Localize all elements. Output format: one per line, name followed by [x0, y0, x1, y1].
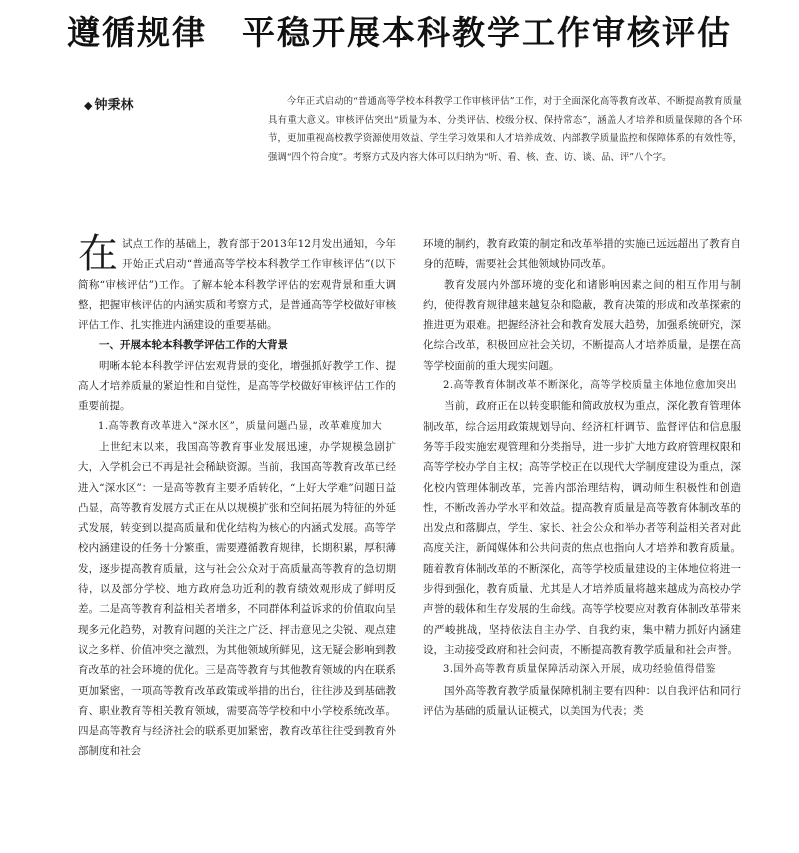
drop-cap: 在 [78, 231, 118, 277]
abstract: 今年正式启动的“普通高等学校本科教学工作审核评估”工作，对于全面深化高等教育改革、不断提高教育质量具有重大意义。审核评估突出“质量为本、分类评估、校级分权、保持常态”，涵盖人才培养和质量保障的各个环节，更加重视高校教学资源使用效益、学生学习效果和人才培养成效、内部教学质量监控和保障体系的有效性等，强调“四个符合度”。考察方式及内容大体可以归纳为“听、看、核、查、访、谈、品、评”八个字。 [268, 96, 742, 163]
body-paragraph: 上世纪末以来，我国高等教育事业发展迅速，办学规模急剧扩大，入学机会已不再是社会稀缺资源。当前，我国高等教育改革已经进入“深水区”：一是高等教育主要矛盾转化，“上好大学难”问题日益凸显，高等教育发展方式正在从以规模扩张和空间拓展为特征的外延式发展，转变到以提高质量和优化结构为核心的内涵式发展。高等学校内涵建设的任务十分繁重，需要遵循教育规律，长期积累，厚积薄发，逐步提高教育质量，这与社会公众对于高质量高等教育的急切期待，以及部分学校、地方政府急功近利的教育绩效观形成了鲜明反差。二是高等教育利益相关者增多，不同群体利益诉求的价值取向呈现多元化趋势，对教育问题的关注之广泛、抨击意见之尖锐、观点建议之多样、价值冲突之激烈，为其他领域所鲜见，这无疑会影响到教育改革的社会环境的优化。三是高等教育与其他教育领域的内在联系更加紧密，一项高等教育改革政策或举措的出台，往往涉及到基础教育、职业教育等相关教育领域，需要高等学校和中小学校系统改革。四是高等教育与经济社会的联系更加紧密，教育改革往往受到教育外部制度和社会 [78, 440, 396, 758]
body-paragraph: 当前，政府正在以转变职能和简政放权为重点，深化教育管理体制改革，综合运用政策规划导向、经济杠杆调节、监督评估和信息服务等手段实施宏观管理和分类指导，进一步扩大地方政府管理权限和高等学校办学自主权；高等学校正在以现代大学制度建设为重点，深化校内管理体制改革，完善内部治理结构，调动师生积极性和创造性，不断改善办学水平和效益。提高教育质量是高等教育体制改革的出发点和落脚点，学生、家长、社会公众和举办者等利益相关者对此高度关注，新闻媒体和公共问责的焦点也指向人才培养和教育质量。随着教育体制改革的不断深化，高等学校质量建设的主体地位将进一步得到强化，教育质量、尤其是人才培养质量将越来越成为高校办学声誉的载体和生存发展的生命线。高等学校要应对教育体制改革带来的严峻挑战，坚持依法自主办学、自我约束，集中精力抓好内涵建设，主动接受政府和社会问责，不断提高教育教学质量和社会声誉。 [423, 400, 741, 656]
subheading-2: 2.高等教育体制改革不断深化，高等学校质量主体地位愈加突出 [443, 380, 738, 392]
intro-text: 试点工作的基础上，教育部于2013年12月发出通知，今年开始正式启动“普通高等学校本科教学工作审核评估”(以下简称“审核评估”)工作。了解本轮本科教学评估的宏观背景和重大调整，把握审核评估的内涵实质和考察方式，是普通高等学校做好审核评估工作、扎实推进内涵建设的重要基础。 [78, 238, 396, 332]
author-byline [84, 94, 133, 113]
intro-paragraph [78, 231, 396, 335]
body-paragraph: 环境的制约，教育政策的制定和改革举措的实施已远远超出了教育自身的范畴，需要社会其他领域协同改革。 [423, 238, 741, 271]
section-heading-1: 一、开展本轮本科教学评估工作的大背景 [99, 339, 288, 352]
body-paragraph: 明晰本轮本科教学评估宏观背景的变化，增强抓好教学工作、提高人才培养质量的紧迫性和自觉性，是高等学校做好审核评估工作的重要前提。 [78, 359, 396, 413]
subheading-1: 1.高等教育改革进入“深水区”，质量问题凸显，改革难度加大 [98, 420, 383, 432]
left-column [78, 231, 396, 762]
body-paragraph: 国外高等教育教学质量保障机制主要有四种：以自我评估和同行评估为基础的质量认证模式，以美国为代表；类 [423, 684, 741, 717]
subheading-3: 3.国外高等教育质量保障活动深入开展，成功经验值得借鉴 [443, 664, 717, 676]
right-column [423, 234, 741, 721]
page-title: 遵循规律 平稳开展本科教学工作审核评估 [67, 13, 732, 52]
body-paragraph: 教育发展内外部环境的变化和诸影响因素之间的相互作用与制约，使得教育规律越来越复杂和隐蔽，教育决策的形成和改革探索的推进更为艰难。把握经济社会和教育发展大趋势，加强系统研究，深化综合改革，积极回应社会关切，不断提高人才培养质量，是摆在高等学校面前的重大现实问题。 [423, 278, 741, 372]
author-name: 钟秉林 [94, 98, 134, 113]
diamond-icon: ◆ [84, 99, 93, 112]
